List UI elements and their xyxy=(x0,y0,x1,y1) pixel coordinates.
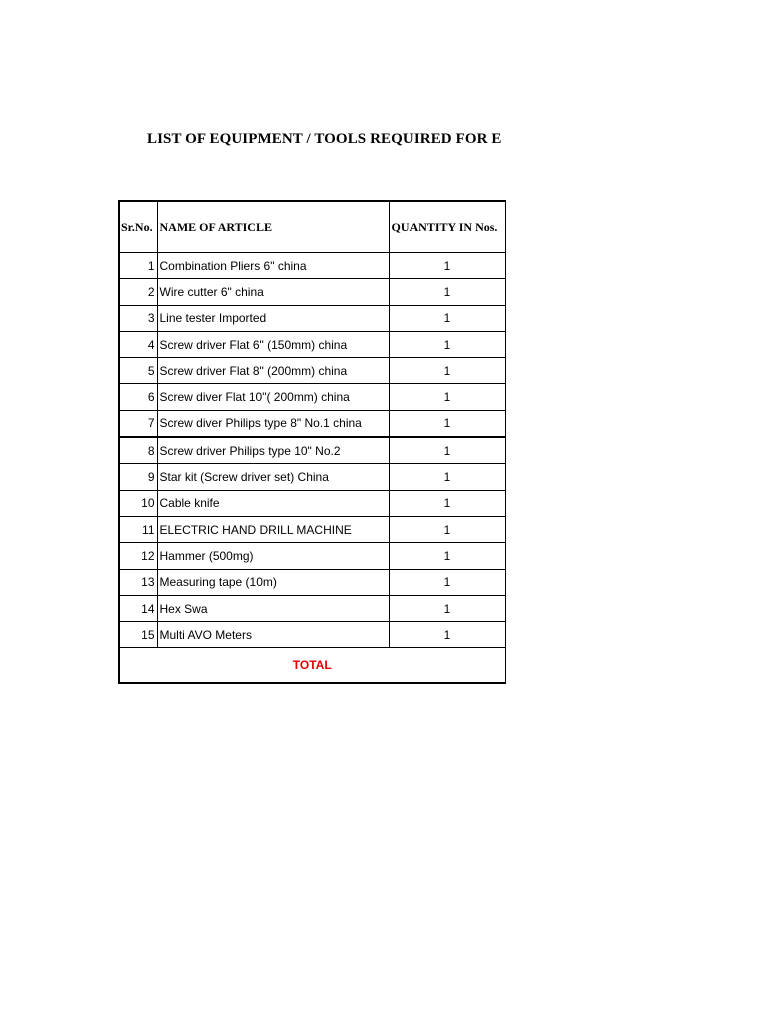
table-row xyxy=(119,305,505,331)
header-name-of-article: NAME OF ARTICLE xyxy=(157,201,389,253)
cell-sr-no: 14 xyxy=(119,595,157,621)
table-row xyxy=(119,516,505,542)
table-row xyxy=(119,410,505,437)
cell-sr-no: 1 xyxy=(119,253,157,279)
table-row xyxy=(119,384,505,410)
cell-sr-no: 2 xyxy=(119,279,157,305)
cell-article-name: Star kit (Screw driver set) China xyxy=(157,464,389,490)
table-row xyxy=(119,464,505,490)
cell-article-name: Hex Swa xyxy=(157,595,389,621)
cell-sr-no: 15 xyxy=(119,622,157,648)
table-total-row xyxy=(119,648,505,684)
cell-sr-no: 8 xyxy=(119,437,157,464)
cell-article-name: Screw diver Philips type 8" No.1 china xyxy=(157,410,389,437)
total-label: TOTAL xyxy=(292,658,332,673)
cell-quantity: 1 xyxy=(389,437,505,464)
table-row xyxy=(119,622,505,648)
cell-sr-no: 6 xyxy=(119,384,157,410)
cell-sr-no: 12 xyxy=(119,543,157,569)
cell-quantity: 1 xyxy=(389,490,505,516)
table-row xyxy=(119,358,505,384)
cell-quantity: 1 xyxy=(389,384,505,410)
cell-quantity: 1 xyxy=(389,279,505,305)
table-row xyxy=(119,279,505,305)
table-row xyxy=(119,490,505,516)
table-row xyxy=(119,437,505,464)
table-row xyxy=(119,569,505,595)
document-title: LIST OF EQUIPMENT / TOOLS REQUIRED FOR E xyxy=(147,131,502,147)
cell-sr-no: 11 xyxy=(119,516,157,542)
cell-quantity: 1 xyxy=(389,464,505,490)
cell-article-name: Screw driver Philips type 10" No.2 xyxy=(157,437,389,464)
header-quantity: QUANTITY IN Nos. xyxy=(389,201,505,253)
cell-sr-no: 13 xyxy=(119,569,157,595)
cell-sr-no: 7 xyxy=(119,410,157,437)
cell-quantity: 1 xyxy=(389,516,505,542)
cell-article-name: Multi AVO Meters xyxy=(157,622,389,648)
cell-quantity: 1 xyxy=(389,595,505,621)
cell-article-name: Combination Pliers 6" china xyxy=(157,253,389,279)
cell-sr-no: 4 xyxy=(119,331,157,357)
cell-article-name: Wire cutter 6" china xyxy=(157,279,389,305)
cell-quantity: 1 xyxy=(389,305,505,331)
cell-sr-no: 5 xyxy=(119,358,157,384)
equipment-table xyxy=(118,200,506,684)
cell-quantity: 1 xyxy=(389,331,505,357)
cell-article-name: Screw diver Flat 10"( 200mm) china xyxy=(157,384,389,410)
cell-sr-no: 3 xyxy=(119,305,157,331)
table-row xyxy=(119,543,505,569)
cell-article-name: ELECTRIC HAND DRILL MACHINE xyxy=(157,516,389,542)
cell-sr-no: 9 xyxy=(119,464,157,490)
cell-sr-no: 10 xyxy=(119,490,157,516)
cell-quantity: 1 xyxy=(389,543,505,569)
header-sr-no: Sr.No. xyxy=(119,201,157,253)
cell-article-name: Hammer (500mg) xyxy=(157,543,389,569)
table-header-row xyxy=(119,201,505,253)
cell-article-name: Line tester Imported xyxy=(157,305,389,331)
cell-quantity: 1 xyxy=(389,622,505,648)
cell-quantity: 1 xyxy=(389,358,505,384)
cell-quantity: 1 xyxy=(389,410,505,437)
equipment-table-body xyxy=(119,201,505,683)
cell-article-name: Screw driver Flat 8" (200mm) china xyxy=(157,358,389,384)
cell-article-name: Measuring tape (10m) xyxy=(157,569,389,595)
table-row xyxy=(119,253,505,279)
cell-article-name: Screw driver Flat 6" (150mm) china xyxy=(157,331,389,357)
cell-article-name: Cable knife xyxy=(157,490,389,516)
table-row xyxy=(119,331,505,357)
cell-quantity: 1 xyxy=(389,569,505,595)
cell-quantity: 1 xyxy=(389,253,505,279)
table-row xyxy=(119,595,505,621)
total-cell xyxy=(119,648,505,684)
